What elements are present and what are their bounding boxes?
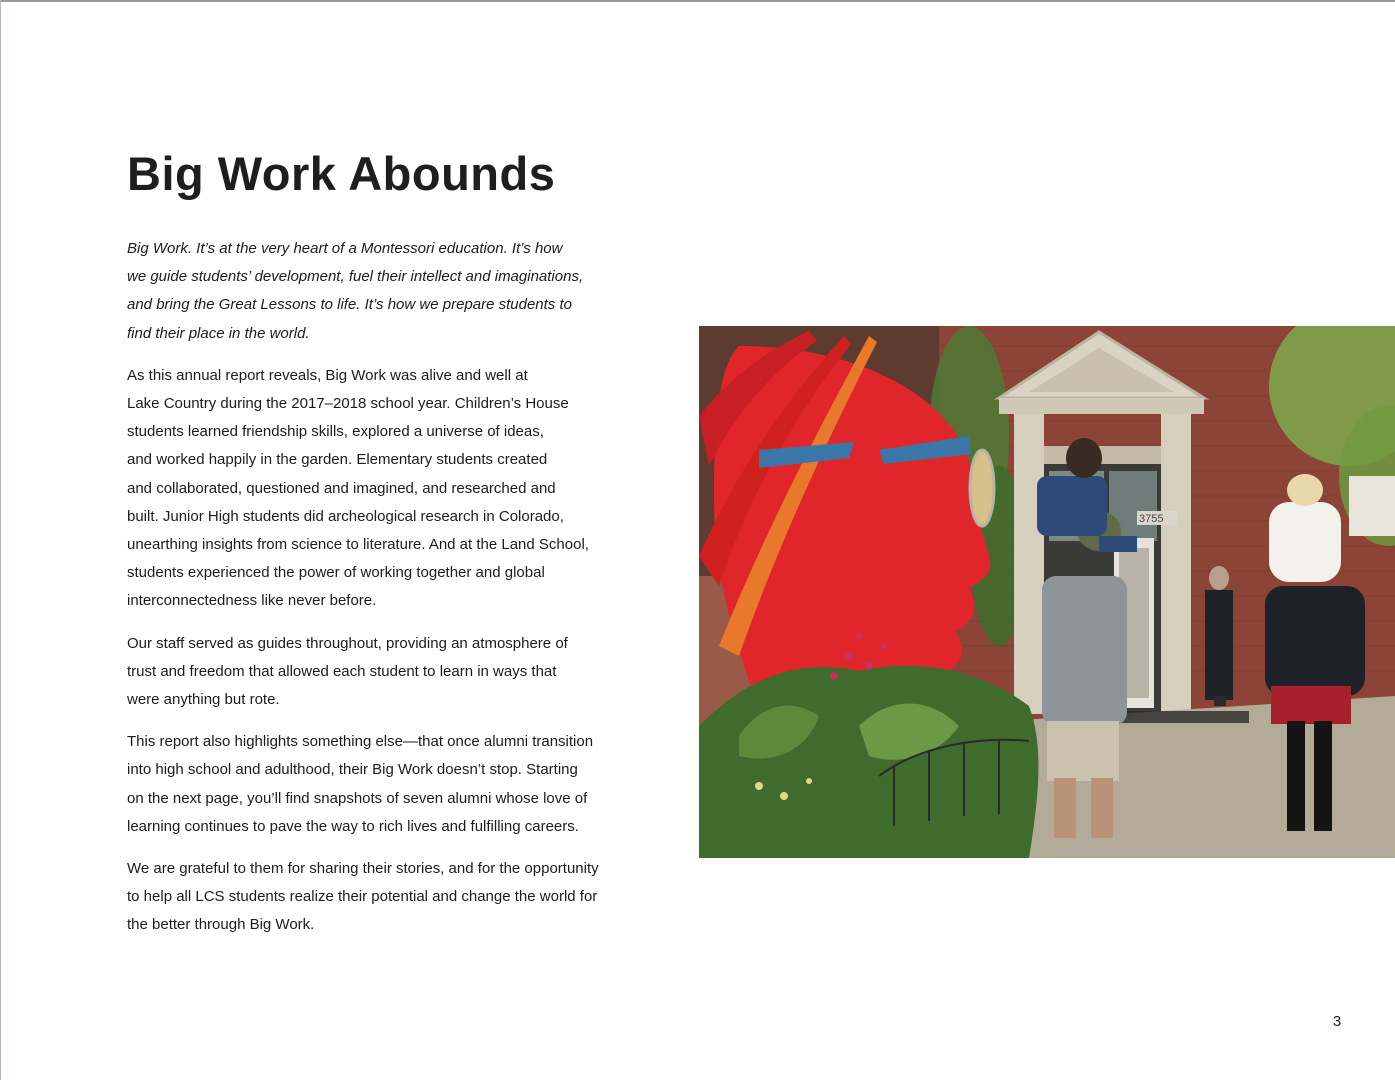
side-window — [1349, 476, 1395, 536]
text-line: built. Junior High students did archeological research in Colorado, — [127, 507, 564, 525]
text-line: Our staff served as guides throughout, providing an atmosphere of — [127, 634, 568, 652]
text-line: to help all LCS students realize their potential and change the world for — [127, 888, 598, 906]
text-line: This report also highlights something else—that once alumni transition — [127, 733, 594, 751]
page-number: 3 — [1332, 1013, 1342, 1030]
woman-walking — [1265, 586, 1365, 696]
photo-illustration — [699, 326, 1395, 858]
text-line: unearthing insights from science to literature. And at the Land School, — [127, 536, 589, 554]
garden — [699, 666, 1038, 858]
school-entrance-photo — [699, 326, 1395, 858]
text-line: Big Work. It’s at the very heart of a Montessori education. It’s how — [127, 240, 563, 257]
text-line: we guide students’ development, fuel their intellect and imaginations, — [127, 268, 584, 286]
text-line: trust and freedom that allowed each student to learn in ways that — [127, 662, 557, 680]
text-line: Lake Country during the 2017–2018 school year. Children’s House — [127, 395, 569, 413]
text-line: and worked happily in the garden. Elementary students created — [127, 451, 548, 469]
text-line: and collaborated, questioned and imagined, and researched and — [127, 479, 556, 497]
child-on-shoulders-2 — [1269, 502, 1341, 582]
left-column — [1014, 414, 1044, 714]
top-border-line — [0, 0, 1395, 2]
text-line: interconnectedness like never before. — [127, 592, 377, 610]
text-line: students learned friendship skills, explored a universe of ideas, — [127, 423, 544, 441]
annual-report-paragraph — [127, 362, 637, 616]
gratitude-paragraph — [127, 855, 637, 940]
child-on-shoulders — [1037, 476, 1107, 536]
door-number: 3755 — [1139, 513, 1164, 525]
body-text — [127, 235, 637, 954]
text-line: into high school and adulthood, their Big Work doesn’t stop. Starting — [127, 761, 578, 779]
text-line: learning continues to pave the way to rich lives and fulfilling careers. — [127, 817, 579, 835]
page-title: Big Work Abounds — [127, 147, 556, 200]
man-walking — [1042, 576, 1127, 726]
text-line: on the next page, you’ll find snapshots of seven alumni whose love of — [127, 789, 588, 807]
text-line: students experienced the power of working together and global — [127, 564, 545, 582]
intro-paragraph — [127, 235, 637, 348]
text-line: find their place in the world. — [127, 324, 310, 342]
right-column — [1161, 414, 1191, 714]
alumni-paragraph — [127, 728, 637, 841]
text-line: As this annual report reveals, Big Work was alive and well at — [127, 366, 528, 384]
text-line: and bring the Great Lessons to life. It’s how we prepare students to — [127, 296, 572, 314]
text-line: the better through Big Work. — [127, 916, 315, 934]
sculpture-glasses — [970, 450, 994, 526]
text-line: were anything but rote. — [127, 691, 280, 709]
text-line: We are grateful to them for sharing their stories, and for the opportunity — [127, 860, 599, 878]
left-border-line — [0, 0, 1, 1080]
staff-paragraph — [127, 630, 637, 715]
